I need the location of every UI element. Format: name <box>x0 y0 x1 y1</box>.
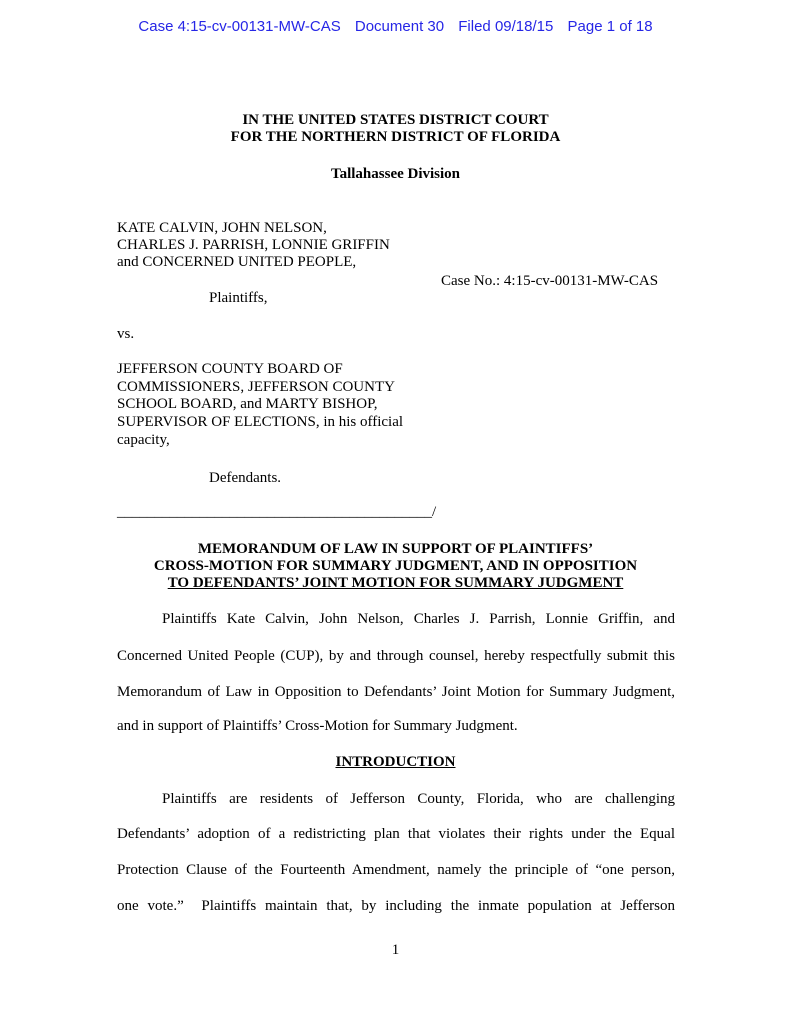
versus: vs. <box>117 326 135 342</box>
para1-line: Plaintiffs Kate Calvin, John Nelson, Charles J. Parrish, Lonnie Griffin, and <box>162 611 675 627</box>
filing-stamp <box>0 18 791 36</box>
defendant-line: SUPERVISOR OF ELECTIONS, in his official <box>117 414 404 430</box>
stamp-case: Case 4:15-cv-00131-MW-CAS <box>138 18 341 35</box>
para2-line: one vote.” Plaintiffs maintain that, by including the inmate population at Jefferson <box>117 898 675 914</box>
court-line-1: IN THE UNITED STATES DISTRICT COURT <box>242 112 549 128</box>
stamp-page: Page 1 of 18 <box>567 18 653 35</box>
plaintiff-line: CHARLES J. PARRISH, LONNIE GRIFFIN <box>117 237 390 253</box>
defendant-line: SCHOOL BOARD, and MARTY BISHOP, <box>117 396 378 412</box>
stamp-document: Document 30 <box>354 18 445 35</box>
para2-line: Defendants’ adoption of a redistricting plan that violates their rights under the Equal <box>117 826 675 842</box>
para2-line: Plaintiffs are residents of Jefferson County, Florida, who are challenging <box>162 791 675 807</box>
title-line-3: TO DEFENDANTS’ JOINT MOTION FOR SUMMARY JUDGMENT <box>167 575 624 591</box>
plaintiff-line: and CONCERNED UNITED PEOPLE, <box>117 254 357 270</box>
introduction-heading: INTRODUCTION <box>335 754 456 770</box>
court-line-2: FOR THE NORTHERN DISTRICT OF FLORIDA <box>230 129 561 145</box>
para2-line: Protection Clause of the Fourteenth Amendment, namely the principle of “one person, <box>117 862 675 878</box>
defendants-label: Defendants. <box>209 470 282 486</box>
defendant-line: capacity, <box>117 432 170 448</box>
plaintiff-line: KATE CALVIN, JOHN NELSON, <box>117 220 327 236</box>
stamp-filed: Filed 09/18/15 <box>458 18 554 35</box>
defendant-line: COMMISSIONERS, JEFFERSON COUNTY <box>117 379 395 395</box>
title-line-2: CROSS-MOTION FOR SUMMARY JUDGMENT, AND IN OPPOSITION <box>153 558 638 574</box>
case-number: Case No.: 4:15-cv-00131-MW-CAS <box>441 273 659 289</box>
para1-line: and in support of Plaintiffs’ Cross-Motion for Summary Judgment. <box>117 718 518 734</box>
para1-line: Concerned United People (CUP), by and through counsel, hereby respectfully submit this <box>117 648 675 664</box>
caption-rule: __________________________________________/ <box>117 504 437 520</box>
page-number: 1 <box>391 942 400 958</box>
para1-line: Memorandum of Law in Opposition to Defendants’ Joint Motion for Summary Judgment, <box>117 684 675 700</box>
division: Tallahassee Division <box>330 166 461 182</box>
defendant-line: JEFFERSON COUNTY BOARD OF <box>117 361 343 377</box>
plaintiffs-label: Plaintiffs, <box>209 290 268 306</box>
title-line-1: MEMORANDUM OF LAW IN SUPPORT OF PLAINTIFFS’ <box>197 541 594 557</box>
